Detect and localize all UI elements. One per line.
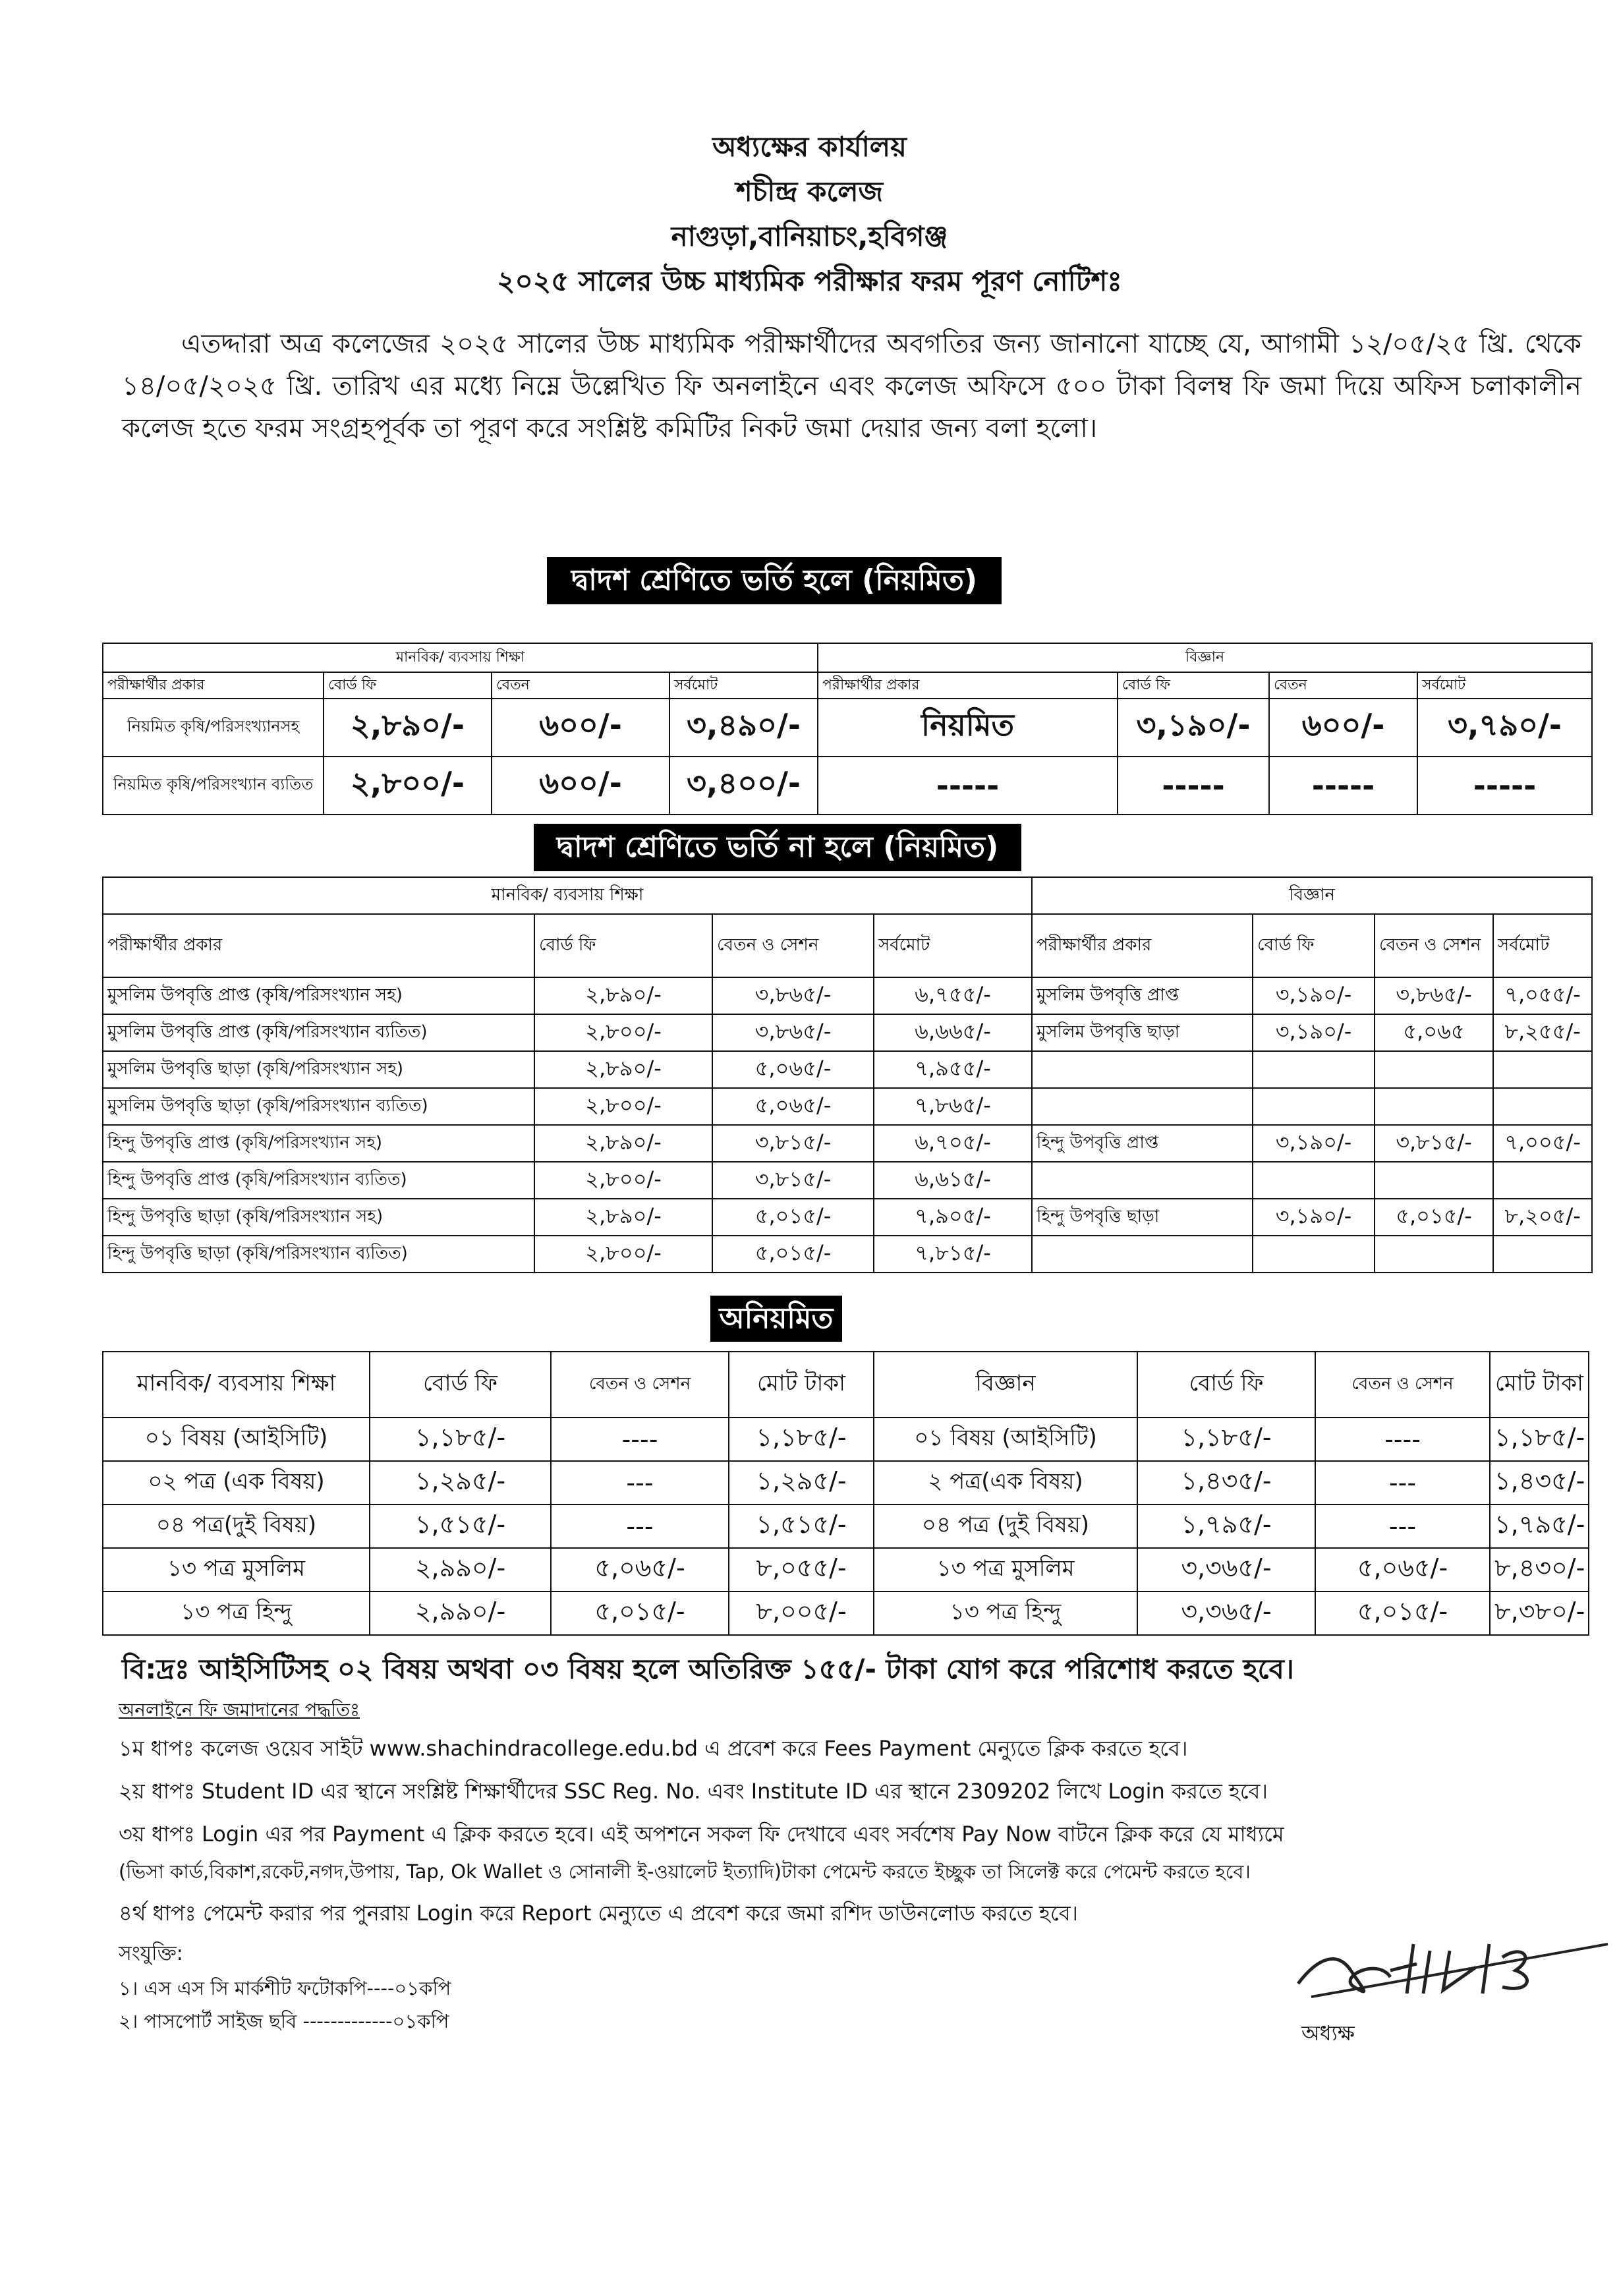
cell-sci-board-fee: ----- (1118, 757, 1269, 815)
cell-type: ০২ পত্র (এক বিষয়) (103, 1461, 370, 1505)
cell-sci-salary-session: ৩,৮১৫/- (1375, 1125, 1493, 1162)
table-row (103, 977, 1592, 1014)
cell-total: ৬,৭০৫/- (874, 1125, 1032, 1162)
cell-salary-session: ৫,০৬৫/- (712, 1051, 874, 1088)
payment-step-2: ২য় ধাপঃ Student ID এর স্থানে সংশ্লিষ্ট শিক্ষার্থীদের SSC Reg. No. এবং Institute ID এর স্থানে 2309202 লিখে Login করতে হবে। (119, 1779, 1268, 1804)
col-salary-session: বেতন ও সেশন (1375, 914, 1493, 977)
cell-sci-salary-session: ৫,০১৫/- (1375, 1199, 1493, 1236)
col-total: সর্বমোট (669, 672, 818, 699)
cell-salary: ৬০০/- (492, 699, 669, 757)
cell-total: ৭,৯০৫/- (874, 1199, 1032, 1236)
cell-sci-board-fee: ৩,১৯০/- (1253, 977, 1375, 1014)
cell-sci-salary-session: ---- (1315, 1418, 1490, 1461)
cell-sci-salary: ৬০০/- (1269, 699, 1417, 757)
regular-admitted-fee-table (102, 643, 1593, 815)
cell-salary-session: --- (551, 1505, 729, 1548)
payment-step-3: ৩য় ধাপঃ Login এর পর Payment এ ক্লিক করতে হবে। এই অপশনে সকল ফি দেখাবে এবং সর্বশেষ Pay Now বাটনে ক্লিক করে যে মাধ্যমে (119, 1822, 1284, 1847)
cell-sci-total: ১,৪৩৫/- (1490, 1461, 1589, 1505)
cell-sci-type: মুসলিম উপবৃত্তি প্রাপ্ত (1032, 977, 1253, 1014)
cell-sci-salary-session: --- (1315, 1505, 1490, 1548)
col-total: সর্বমোট (874, 914, 1032, 977)
college-address: নাগুড়া,বানিয়াচং,হবিগঞ্জ (671, 220, 948, 252)
table-row (103, 1461, 1589, 1505)
cell-type: মুসলিম উপবৃত্তি ছাড়া (কৃষি/পরিসংখ্যান ব্যতিত) (103, 1088, 534, 1125)
cell-sci-salary-session (1375, 1051, 1493, 1088)
attachments-title: সংযুক্তি: (119, 1942, 183, 1965)
col-humanities-business: মানবিক/ ব্যবসায় শিক্ষা (103, 1352, 370, 1418)
cell-sci-total: ৩,৭৯০/- (1417, 699, 1592, 757)
cell-type: মুসলিম উপবৃত্তি ছাড়া (কৃষি/পরিসংখ্যান সহ) (103, 1051, 534, 1088)
cell-sci-board-fee (1253, 1088, 1375, 1125)
cell-salary-session: ৫,০১৫/- (551, 1592, 729, 1635)
cell-sci-board-fee: ৩,১৯০/- (1253, 1014, 1375, 1051)
cell-sci-type: ----- (818, 757, 1118, 815)
section1-banner: দ্বাদশ শ্রেণিতে ভর্তি হলে (নিয়মিত) (547, 557, 1002, 604)
cell-sci-type (1032, 1236, 1253, 1273)
cell-salary-session: ৩,৮১৫/- (712, 1162, 874, 1199)
table-row (103, 1014, 1592, 1051)
cell-sci-type (1032, 1051, 1253, 1088)
table-row (103, 1088, 1592, 1125)
col-salary-session: বেতন ও সেশন (1315, 1352, 1490, 1418)
cell-board-fee: ২,৮০০/- (534, 1236, 712, 1273)
cell-type: ১৩ পত্র হিন্দু (103, 1592, 370, 1635)
cell-sci-type: হিন্দু উপবৃত্তি প্রাপ্ত (1032, 1125, 1253, 1162)
cell-type: নিয়মিত কৃষি/পরিসংখ্যান ব্যতিত (103, 757, 324, 815)
cell-total: ৩,৪৯০/- (669, 699, 818, 757)
cell-sci-salary-session: ৫,০১৫/- (1315, 1592, 1490, 1635)
cell-sci-salary-session: ৩,৮৬৫/- (1375, 977, 1493, 1014)
col-total: সর্বমোট (1417, 672, 1592, 699)
cell-salary-session: --- (551, 1461, 729, 1505)
col-type: পরীক্ষার্থীর প্রকার (103, 672, 324, 699)
handwritten-signature (1292, 1931, 1619, 2003)
cell-sci-type: ২ পত্র(এক বিষয়) (874, 1461, 1137, 1505)
cell-salary-session: ৫,০১৫/- (712, 1236, 874, 1273)
table-row (103, 1505, 1589, 1548)
special-note: বি:দ্রঃ আইসিটিসহ ০২ বিষয় অথবা ০৩ বিষয় হলে অতিরিক্ত ১৫৫/- টাকা যোগ করে পরিশোধ করতে হবে। (122, 1653, 1294, 1685)
col-board-fee: বোর্ড ফি (1118, 672, 1269, 699)
cell-board-fee: ২,৮০০/- (534, 1088, 712, 1125)
cell-sci-total: ৮,৩৮০/- (1490, 1592, 1589, 1635)
cell-sci-salary-session (1375, 1236, 1493, 1273)
cell-total: ৬,৭৫৫/- (874, 977, 1032, 1014)
cell-sci-type: ১৩ পত্র হিন্দু (874, 1592, 1137, 1635)
cell-sci-board-fee: ৩,১৯০/- (1118, 699, 1269, 757)
cell-sci-board-fee: ৩,১৯০/- (1253, 1199, 1375, 1236)
group-humanities-business: মানবিক/ ব্যবসায় শিক্ষা (103, 877, 1032, 914)
cell-board-fee: ২,৮৯০/- (534, 1051, 712, 1088)
cell-total: ১,১৮৫/- (729, 1418, 874, 1461)
cell-salary-session: ৩,৮৬৫/- (712, 1014, 874, 1051)
cell-salary-session: ৫,০১৫/- (712, 1199, 874, 1236)
payment-step-1: ১ম ধাপঃ কলেজ ওয়েব সাইট www.shachindracollege.edu.bd এ প্রবেশ করে Fees Payment মেন্যুতে ক্লিক করতে হবে। (119, 1736, 1188, 1761)
attachment-item: ২। পাসপোর্ট সাইজ ছবি -------------০১কপি (119, 2010, 449, 2032)
cell-type: ০৪ পত্র(দুই বিষয়) (103, 1505, 370, 1548)
cell-total: ৭,৯৫৫/- (874, 1051, 1032, 1088)
cell-board-fee: ২,৯৯০/- (370, 1548, 551, 1592)
cell-board-fee: ১,২৯৫/- (370, 1461, 551, 1505)
cell-sci-board-fee (1253, 1236, 1375, 1273)
notice-title: ২০২৫ সালের উচ্চ মাধ্যমিক পরীক্ষার ফরম পূরণ নোটিশঃ (497, 265, 1122, 297)
cell-salary-session: ৫,০৬৫/- (551, 1548, 729, 1592)
cell-sci-board-fee: ৩,৩৬৫/- (1137, 1592, 1315, 1635)
irregular-fee-table (102, 1351, 1589, 1636)
col-board-fee: বোর্ড ফি (370, 1352, 551, 1418)
col-board-fee: বোর্ড ফি (1253, 914, 1375, 977)
cell-salary-session: ---- (551, 1418, 729, 1461)
table-row (103, 1592, 1589, 1635)
group-humanities-business: মানবিক/ ব্যবসায় শিক্ষা (103, 643, 818, 672)
col-science: বিজ্ঞান (874, 1352, 1137, 1418)
cell-board-fee: ২,৮০০/- (534, 1162, 712, 1199)
cell-sci-type (1032, 1088, 1253, 1125)
cell-salary-session: ৩,৮১৫/- (712, 1125, 874, 1162)
cell-type: হিন্দু উপবৃত্তি ছাড়া (কৃষি/পরিসংখ্যান ব্যতিত) (103, 1236, 534, 1273)
cell-board-fee: ২,৮৯০/- (534, 1125, 712, 1162)
cell-sci-type: ০১ বিষয় (আইসিটি) (874, 1418, 1137, 1461)
col-salary-session: বেতন ও সেশন (712, 914, 874, 977)
cell-type: নিয়মিত কৃষি/পরিসংখ্যানসহ (103, 699, 324, 757)
cell-board-fee: ২,৮৯০/- (534, 1199, 712, 1236)
cell-type: হিন্দু উপবৃত্তি প্রাপ্ত (কৃষি/পরিসংখ্যান ব্যতিত) (103, 1162, 534, 1199)
col-total-taka: মোট টাকা (1490, 1352, 1589, 1418)
cell-sci-salary-session: ৫,০৬৫/- (1315, 1548, 1490, 1592)
cell-board-fee: ২,৮০০/- (534, 1014, 712, 1051)
cell-type: হিন্দু উপবৃত্তি ছাড়া (কৃষি/পরিসংখ্যান সহ) (103, 1199, 534, 1236)
cell-sci-board-fee (1253, 1162, 1375, 1199)
cell-board-fee: ২,৮০০/- (324, 757, 492, 815)
payment-step-4: ৪র্থ ধাপঃ পেমেন্ট করার পর পুনরায় Login করে Report মেন্যুতে এ প্রবেশ করে জমা রশিদ ডাউনলোড করতে হবে। (119, 1901, 1078, 1926)
col-type: পরীক্ষার্থীর প্রকার (1032, 914, 1253, 977)
col-salary: বেতন (492, 672, 669, 699)
cell-sci-board-fee: ১,১৮৫/- (1137, 1418, 1315, 1461)
cell-board-fee: ১,১৮৫/- (370, 1418, 551, 1461)
cell-sci-type: মুসলিম উপবৃত্তি ছাড়া (1032, 1014, 1253, 1051)
regular-not-admitted-fee-table (102, 876, 1593, 1273)
cell-sci-total: ৭,০৫৫/- (1493, 977, 1592, 1014)
cell-sci-total: ৮,২৫৫/- (1493, 1014, 1592, 1051)
cell-sci-board-fee (1253, 1051, 1375, 1088)
cell-sci-board-fee: ৩,৩৬৫/- (1137, 1548, 1315, 1592)
col-board-fee: বোর্ড ফি (1137, 1352, 1315, 1418)
col-total: সর্বমোট (1493, 914, 1592, 977)
cell-sci-type (1032, 1162, 1253, 1199)
col-board-fee: বোর্ড ফি (324, 672, 492, 699)
table-row (103, 1418, 1589, 1461)
principal-designation: অধ্যক্ষ (1301, 2021, 1355, 2046)
cell-total: ৭,৮৬৫/- (874, 1088, 1032, 1125)
cell-total: ৩,৪০০/- (669, 757, 818, 815)
cell-total: ৮,০৫৫/- (729, 1548, 874, 1592)
cell-total: ৮,০০৫/- (729, 1592, 874, 1635)
table-row (103, 1548, 1589, 1592)
payment-method-title: অনলাইনে ফি জমাদানের পদ্ধতিঃ (119, 1699, 360, 1721)
col-salary: বেতন (1269, 672, 1417, 699)
cell-sci-total (1493, 1088, 1592, 1125)
table-row (103, 1051, 1592, 1088)
cell-total: ১,২৯৫/- (729, 1461, 874, 1505)
cell-board-fee: ২,৮৯০/- (324, 699, 492, 757)
cell-sci-total: ----- (1417, 757, 1592, 815)
col-salary-session: বেতন ও সেশন (551, 1352, 729, 1418)
cell-sci-type: নিয়মিত (818, 699, 1118, 757)
college-name: শচীন্দ্র কলেজ (735, 175, 884, 208)
cell-sci-total: ৮,৪৩০/- (1490, 1548, 1589, 1592)
cell-total: ৭,৮১৫/- (874, 1236, 1032, 1273)
cell-sci-total: ১,১৮৫/- (1490, 1418, 1589, 1461)
section3-banner: অনিয়মিত (710, 1296, 842, 1342)
cell-board-fee: ২,৮৯০/- (534, 977, 712, 1014)
cell-sci-salary-session: --- (1315, 1461, 1490, 1505)
col-type: পরীক্ষার্থীর প্রকার (818, 672, 1118, 699)
cell-sci-salary-session (1375, 1088, 1493, 1125)
cell-sci-salary-session: ৫,০৬৫ (1375, 1014, 1493, 1051)
cell-sci-salary-session (1375, 1162, 1493, 1199)
payment-step-3-methods: (ভিসা কার্ড,বিকাশ,রকেট,নগদ,উপায়, Tap, Ok Wallet ও সোনালী ই-ওয়ালেট ইত্যাদি)টাকা পেমেন্ট করতে ইচ্ছুক তা সিলেক্ট করে পেমেন্ট করতে হবে। (119, 1860, 1251, 1883)
cell-sci-total (1493, 1236, 1592, 1273)
cell-type: হিন্দু উপবৃত্তি প্রাপ্ত (কৃষি/পরিসংখ্যান সহ) (103, 1125, 534, 1162)
cell-type: ০১ বিষয় (আইসিটি) (103, 1418, 370, 1461)
table-row (103, 1236, 1592, 1273)
cell-sci-total: ৮,২০৫/- (1493, 1199, 1592, 1236)
cell-sci-type: ১৩ পত্র মুসলিম (874, 1548, 1137, 1592)
table-row (103, 699, 1592, 757)
cell-type: মুসলিম উপবৃত্তি প্রাপ্ত (কৃষি/পরিসংখ্যান সহ) (103, 977, 534, 1014)
attachment-item: ১। এস এস সি মার্কশীট ফটোকপি----০১কপি (119, 1977, 451, 1999)
table-row (103, 1162, 1592, 1199)
cell-sci-board-fee: ১,৭৯৫/- (1137, 1505, 1315, 1548)
col-board-fee: বোর্ড ফি (534, 914, 712, 977)
cell-board-fee: ২,৯৯০/- (370, 1592, 551, 1635)
cell-total: ৬,৬৬৫/- (874, 1014, 1032, 1051)
cell-total: ১,৫১৫/- (729, 1505, 874, 1548)
cell-type: মুসলিম উপবৃত্তি প্রাপ্ত (কৃষি/পরিসংখ্যান ব্যতিত) (103, 1014, 534, 1051)
cell-sci-total: ৭,০০৫/- (1493, 1125, 1592, 1162)
cell-sci-board-fee: ১,৪৩৫/- (1137, 1461, 1315, 1505)
col-type: পরীক্ষার্থীর প্রকার (103, 914, 534, 977)
col-total-taka: মোট টাকা (729, 1352, 874, 1418)
cell-sci-type: ০৪ পত্র (দুই বিষয়) (874, 1505, 1137, 1548)
group-science: বিজ্ঞান (818, 643, 1592, 672)
table-row (103, 757, 1592, 815)
cell-salary: ৬০০/- (492, 757, 669, 815)
cell-board-fee: ১,৫১৫/- (370, 1505, 551, 1548)
cell-sci-total: ১,৭৯৫/- (1490, 1505, 1589, 1548)
office-heading: অধ্যক্ষের কার্যালয় (712, 130, 907, 163)
cell-sci-total (1493, 1051, 1592, 1088)
section2-banner: দ্বাদশ শ্রেণিতে ভর্তি না হলে (নিয়মিত) (534, 824, 1021, 871)
cell-sci-salary: ----- (1269, 757, 1417, 815)
cell-sci-total (1493, 1162, 1592, 1199)
cell-sci-board-fee: ৩,১৯০/- (1253, 1125, 1375, 1162)
cell-salary-session: ৩,৮৬৫/- (712, 977, 874, 1014)
table-row (103, 1125, 1592, 1162)
group-science: বিজ্ঞান (1032, 877, 1592, 914)
cell-total: ৬,৬১৫/- (874, 1162, 1032, 1199)
cell-sci-type: হিন্দু উপবৃত্তি ছাড়া (1032, 1199, 1253, 1236)
table-row (103, 1199, 1592, 1236)
cell-salary-session: ৫,০৬৫/- (712, 1088, 874, 1125)
intro-paragraph: এতদ্দারা অত্র কলেজের ২০২৫ সালের উচ্চ মাধ্যমিক পরীক্ষার্থীদের অবগতির জন্য জানানো যাচ্ছে যে, আগামী ১২/০৫/২৫ খ্রি. থেকে ১৪/০৫/২০২৫ খ্রি. তারিখ এর মধ্যে নিম্নে উল্লেখিত ফি অনলাইনে এবং কলেজ অফিসে ৫০০ টাকা বিলম্ব ফি জমা দিয়ে অফিস চলাকালীন কলেজ হতে ফরম সংগ্রহপূর্বক তা পূরণ করে সংশ্লিষ্ট কমিটির নিকট জমা দেয়ার জন্য বলা হলো। (122, 329, 1581, 444)
cell-type: ১৩ পত্র মুসলিম (103, 1548, 370, 1592)
